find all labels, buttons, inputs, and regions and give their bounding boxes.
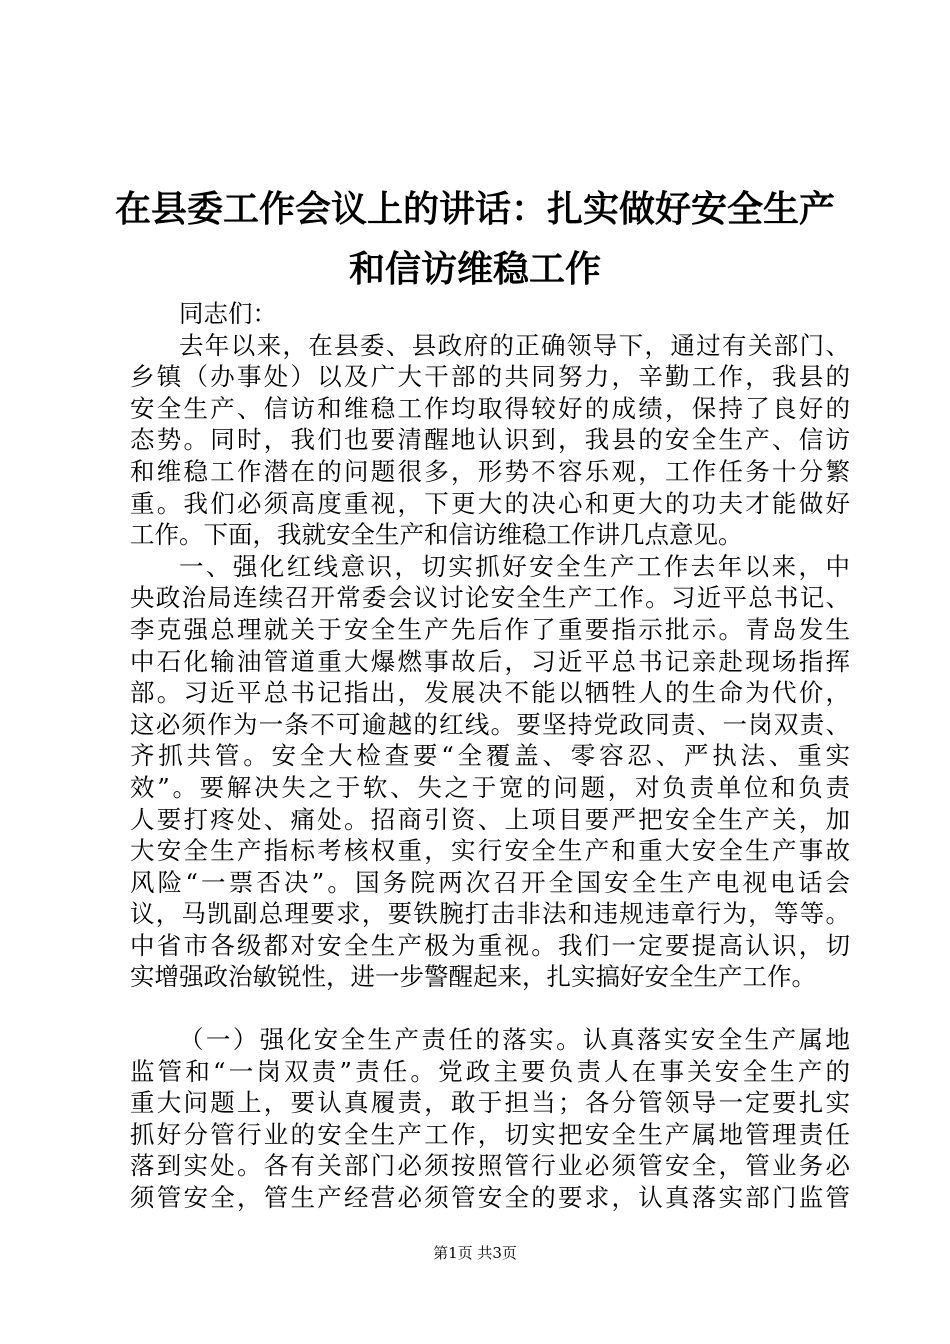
paragraph-line: 落到实处。各有关部门必须按照管行业必须管安全，管业务必 <box>130 1151 850 1181</box>
paragraph-3 <box>130 1024 850 1214</box>
paragraph-line: 风险“一票否决”。国务院两次召开全国安全生产电视电话会 <box>130 867 850 897</box>
paragraph-line: （一）强化安全生产责任的落实。认真落实安全生产属地 <box>179 1025 850 1055</box>
paragraph-line: 重大问题上，要认真履责，敢于担当；各分管领导一定要扎实 <box>130 1088 850 1118</box>
paragraph-line: 重。我们必须高度重视，下更大的决心和更大的功夫才能做好 <box>130 488 850 518</box>
paragraph-line: 中石化输油管道重大爆燃事故后，习近平总书记亲赴现场指挥 <box>130 646 850 676</box>
document-body <box>130 298 850 1214</box>
paragraph-line: 李克强总理就关于安全生产先后作了重要指示批示。青岛发生 <box>130 614 850 644</box>
paragraph-line: 央政治局连续召开常委会议讨论安全生产工作。习近平总书记、 <box>130 583 850 613</box>
paragraph-1 <box>130 330 850 551</box>
paragraph-line: 部。习近平总书记指出，发展决不能以牺牲人的生命为代价， <box>130 678 850 708</box>
paragraph-2 <box>130 551 850 993</box>
paragraph-line: 乡镇（办事处）以及广大干部的共同努力，辛勤工作，我县的 <box>130 362 850 392</box>
paragraph-line: 效”。要解决失之于软、失之于宽的问题，对负责单位和负责 <box>130 772 850 802</box>
paragraph-line: 工作。下面，我就安全生产和信访维稳工作讲几点意见。 <box>130 520 743 550</box>
document-title-line-1: 在县委工作会议上的讲话：扎实做好安全生产 <box>114 189 835 230</box>
paragraph-line: 大安全生产指标考核权重，实行安全生产和重大安全生产事故 <box>130 836 850 866</box>
paragraph-line: 这必须作为一条不可逾越的红线。要坚持党政同责、一岗双责、 <box>130 709 850 739</box>
document-title-line-2: 和信访维稳工作 <box>348 249 601 290</box>
paragraph-line: 议，马凯副总理要求，要铁腕打击非法和违规违章行为，等等。 <box>130 899 850 929</box>
paragraph-line: 一、强化红线意识，切实抓好安全生产工作去年以来，中 <box>179 551 850 581</box>
paragraph-line: 中省市各级都对安全生产极为重视。我们一定要提高认识，切 <box>130 930 850 960</box>
paragraph-line: 安全生产、信访和维稳工作均取得较好的成绩，保持了良好的 <box>130 393 850 423</box>
paragraph-line: 去年以来，在县委、县政府的正确领导下，通过有关部门、 <box>179 330 850 360</box>
paragraph-line: 须管安全，管生产经营必须管安全的要求，认真落实部门监管 <box>130 1183 850 1213</box>
salutation: 同志们： <box>179 299 277 328</box>
paragraph-line: 齐抓共管。安全大检查要“全覆盖、零容忍、严执法、重实 <box>130 741 850 771</box>
paragraph-line: 实增强政治敏锐性，进一步警醒起来，扎实搞好安全生产工作。 <box>130 962 816 992</box>
page-footer: 第1页 共3页 <box>433 1244 517 1262</box>
paragraph-line: 人要打疼处、痛处。招商引资、上项目要严把安全生产关，加 <box>130 804 850 834</box>
paragraph-line: 抓好分管行业的安全生产工作，切实把安全生产属地管理责任 <box>130 1119 850 1149</box>
paragraph-line: 和维稳工作潜在的问题很多，形势不容乐观，工作任务十分繁 <box>130 456 850 486</box>
paragraph-line: 态势。同时，我们也要清醒地认识到，我县的安全生产、信访 <box>130 425 850 455</box>
paragraph-line: 监管和“一岗双责”责任。党政主要负责人在事关安全生产的 <box>130 1056 850 1086</box>
